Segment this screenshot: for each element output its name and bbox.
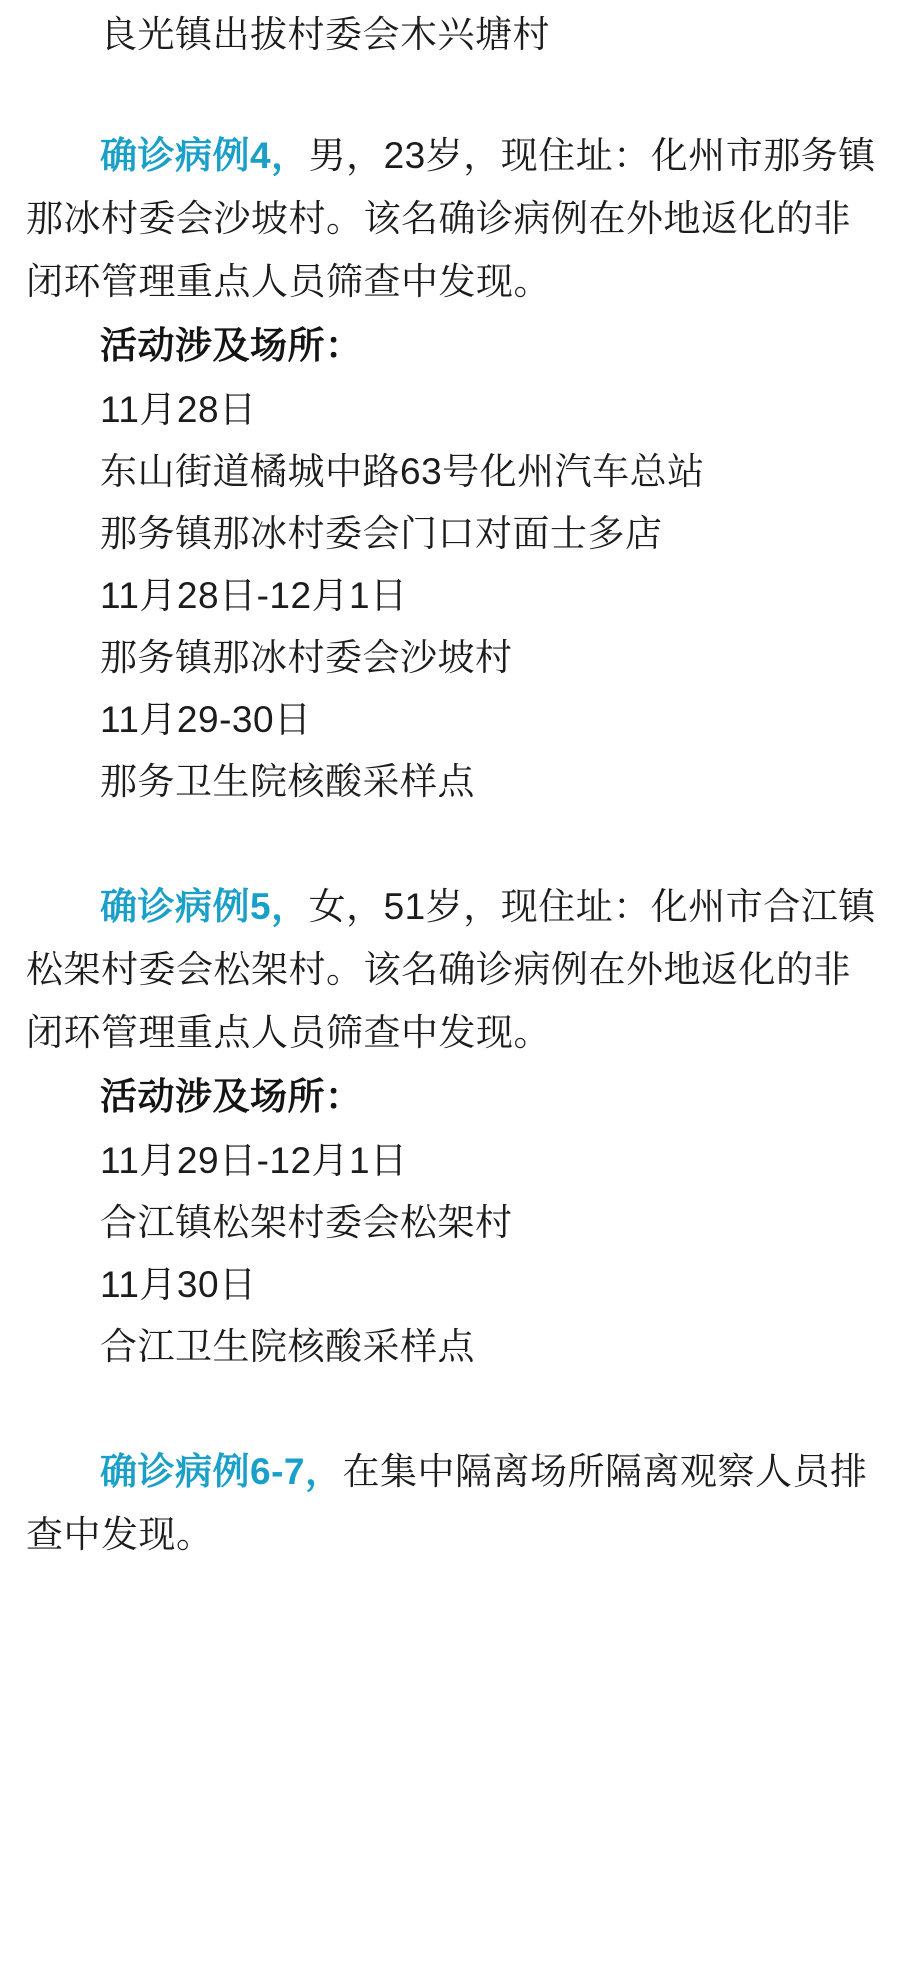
spacer <box>26 62 882 124</box>
case-body-5: 女，51岁，现住址：化州市合江镇松架村委会松架村。该名确诊病例在外地返化的非闭环管理重点人员筛查中发现。 <box>26 886 876 1053</box>
case-lead-5: 确诊病例5， <box>100 886 309 927</box>
spacer <box>26 813 882 875</box>
place-line: 11月28日 <box>100 389 257 430</box>
case-body-4: 男，23岁，现住址：化州市那务镇那冰村委会沙坡村。该名确诊病例在外地返化的非闭环管理重点人员筛查中发现。 <box>26 135 876 302</box>
place-line: 11月28日-12月1日 <box>100 575 408 616</box>
place-line: 11月29-30日 <box>100 699 312 740</box>
case-paragraph-4 <box>26 124 882 313</box>
case-body-6-7: 在集中隔离场所隔离观察人员排查中发现。 <box>26 1451 868 1555</box>
case-paragraph-5 <box>26 875 882 1064</box>
case-paragraph-6-7 <box>26 1440 882 1566</box>
place-line: 11月30日 <box>100 1264 257 1305</box>
places-heading-4: 活动涉及场所： <box>100 325 363 366</box>
place-line: 那务镇那冰村委会沙坡村 <box>100 637 513 678</box>
place-line: 东山街道橘城中路63号化州汽车总站 <box>100 451 705 492</box>
case-lead-4: 确诊病例4， <box>100 135 309 176</box>
place-line: 11月29日-12月1日 <box>100 1140 408 1181</box>
place-line: 那务镇那冰村委会门口对面士多店 <box>100 513 663 554</box>
spacer <box>26 1378 882 1440</box>
place-line: 合江卫生院核酸采样点 <box>100 1326 475 1367</box>
case-lead-6-7: 确诊病例6-7， <box>100 1451 343 1492</box>
place-line: 合江镇松架村委会松架村 <box>100 1202 513 1243</box>
places-heading-5: 活动涉及场所： <box>100 1076 363 1117</box>
continuation-line: 良光镇出拔村委会木兴塘村 <box>100 14 550 55</box>
place-line: 那务卫生院核酸采样点 <box>100 761 475 802</box>
